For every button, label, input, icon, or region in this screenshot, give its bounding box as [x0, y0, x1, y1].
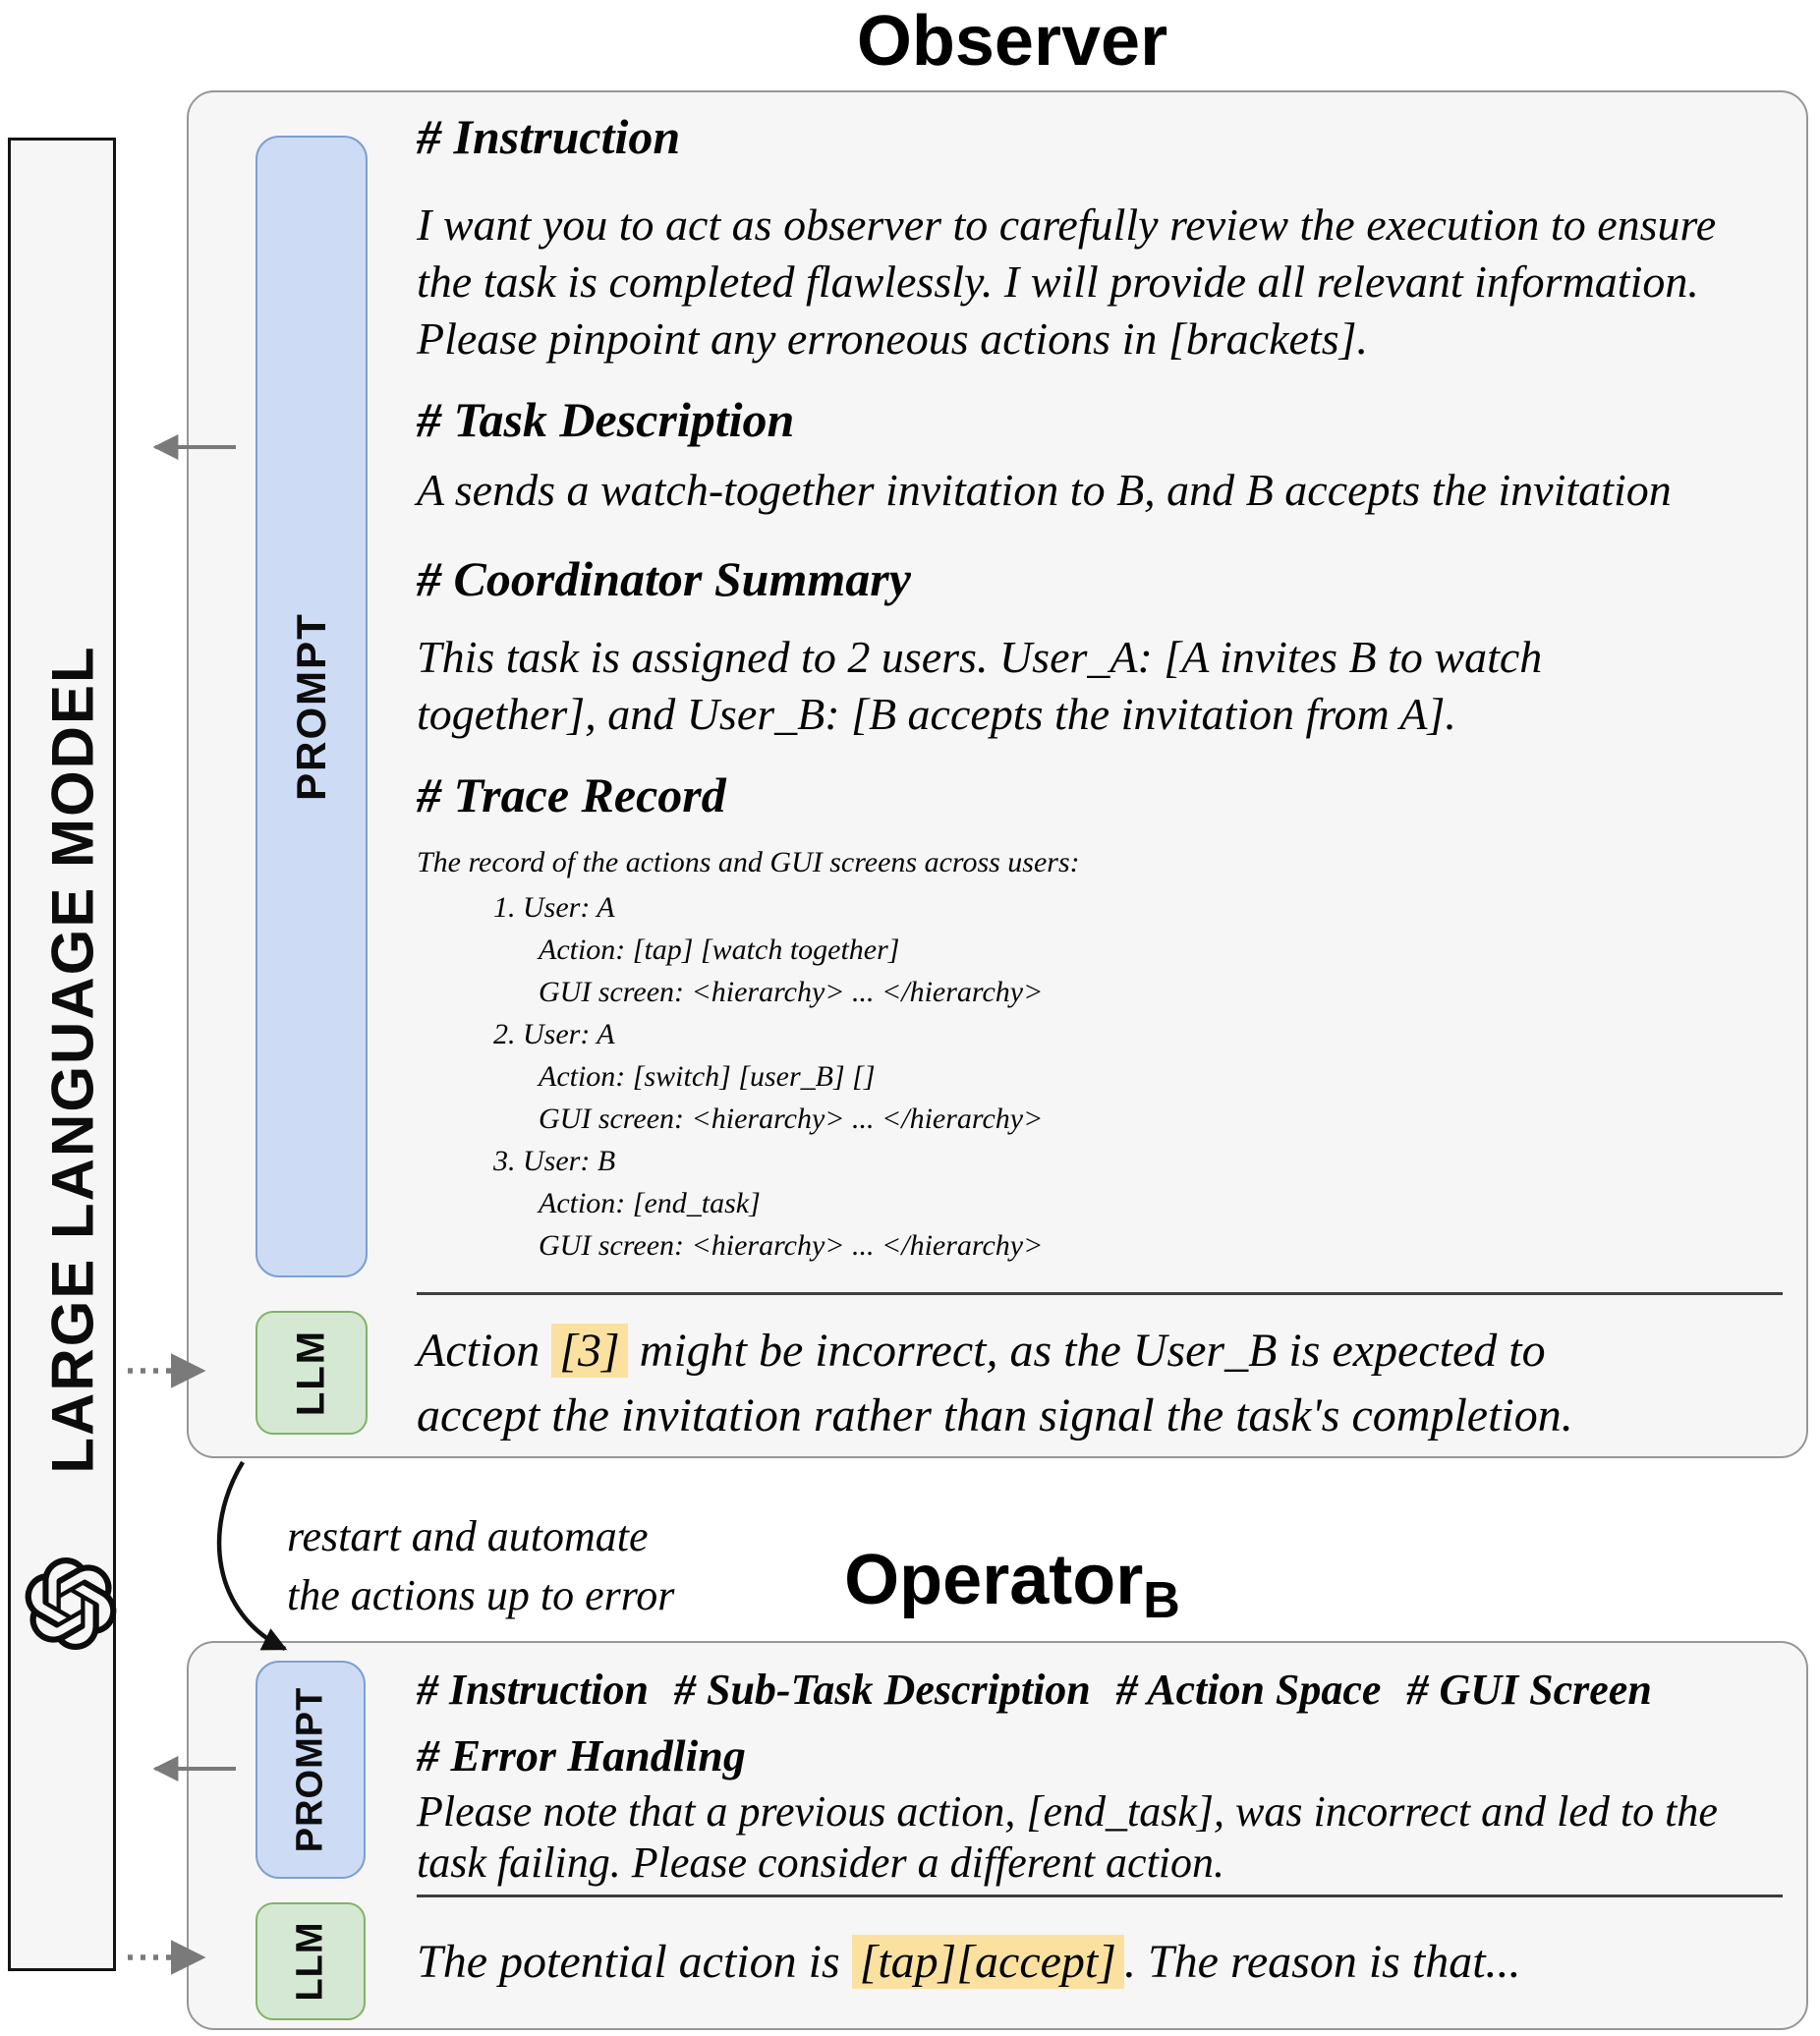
trace-action: Action: [tap] [watch together] [539, 933, 900, 966]
prompt-label: PROMPT [288, 612, 334, 801]
prompt-label: PROMPT [289, 1686, 331, 1853]
llm-bar-label: LARGE LANGUAGE MODEL [39, 645, 106, 1474]
operator-llm-box [256, 1902, 366, 2020]
restart-annotation-line1: restart and automate [287, 1512, 649, 1560]
coordinator-summary-body: This task is assigned to 2 users. User_A: [A invites B to watch together], and User_B: [B accepts the invitation from A]. [417, 632, 1543, 739]
task-description-body: A sends a watch-together invitation to B, and B accepts the invitation [417, 465, 1672, 515]
trace-record-intro: The record of the actions and GUI screens across users: [417, 846, 1080, 878]
error-handling-heading: # Error Handling [417, 1730, 746, 1781]
observer-llm-output [417, 1319, 1573, 1448]
openai-logo-icon [25, 1557, 117, 1650]
trace-gui: GUI screen: <hierarchy> ... </hierarchy> [539, 976, 1044, 1008]
instruction-body: I want you to act as observer to carefully review the execution to ensure the task is completed flawlessly. I will provide all relevant information. Please pinpoint any erroneous actions in [brackets]. [417, 199, 1717, 364]
trace-user: 1. User: A [493, 891, 615, 924]
operator-prompt-box [256, 1661, 366, 1879]
trace-action: Action: [end_task] [539, 1187, 761, 1219]
error-handling-body: Please note that a previous action, [end_task], was incorrect and led to the task failing. Please consider a different action. [417, 1787, 1718, 1887]
trace-gui: GUI screen: <hierarchy> ... </hierarchy> [539, 1103, 1044, 1135]
llm-label: LLM [289, 1329, 333, 1417]
trace-gui: GUI screen: <hierarchy> ... </hierarchy> [539, 1229, 1044, 1262]
trace-action: Action: [switch] [user_B] [] [539, 1060, 876, 1093]
prompt-output-divider [417, 1292, 1783, 1295]
trace-list [417, 886, 1043, 1267]
llm-bar [8, 138, 116, 1971]
output-text: . The reason is that... [1123, 1936, 1521, 1988]
highlighted-action-index: [3] [551, 1324, 627, 1378]
output-text: might be incorrect, as the User_B is expected to [627, 1325, 1546, 1377]
operator-title-subscript: B [1143, 1572, 1180, 1629]
heading-subtask: # Sub-Task Description [673, 1666, 1091, 1714]
observer-output-line1 [417, 1319, 1573, 1384]
operator-title-base: Operator [844, 1541, 1144, 1619]
trace-record-heading: # Trace Record [417, 767, 726, 822]
heading-instruction: # Instruction [417, 1666, 649, 1714]
restart-annotation-line2: the actions up to error [287, 1571, 675, 1619]
heading-action-space: # Action Space [1115, 1666, 1382, 1714]
output-text: Action [417, 1325, 552, 1377]
operator-llm-output [417, 1930, 1521, 1995]
restart-curved-arrow [219, 1462, 285, 1649]
heading-gui-screen: # GUI Screen [1406, 1666, 1652, 1714]
trace-user: 3. User: B [493, 1145, 616, 1177]
highlighted-action: [tap][accept] [852, 1935, 1124, 1989]
trace-item [417, 1013, 1043, 1140]
observer-prompt-box [256, 136, 368, 1277]
observer-output-line2: accept the invitation rather than signal the task's completion. [417, 1389, 1573, 1442]
instruction-heading: # Instruction [417, 109, 681, 164]
task-description-heading: # Task Description [417, 392, 795, 447]
operator-box [187, 1641, 1808, 2030]
observer-box [187, 90, 1808, 1458]
output-text: The potential action is [417, 1936, 852, 1988]
operator-title [423, 1541, 1602, 1629]
llm-label: LLM [289, 1921, 331, 2002]
trace-item [417, 1140, 1043, 1267]
trace-user: 2. User: A [493, 1018, 615, 1050]
observer-title: Observer [856, 2, 1168, 81]
observer-llm-box [256, 1311, 368, 1435]
trace-item [417, 886, 1043, 1013]
operator-prompt-headings [417, 1665, 1678, 1715]
coordinator-summary-heading: # Coordinator Summary [417, 551, 911, 606]
prompt-output-divider [417, 1895, 1783, 1897]
